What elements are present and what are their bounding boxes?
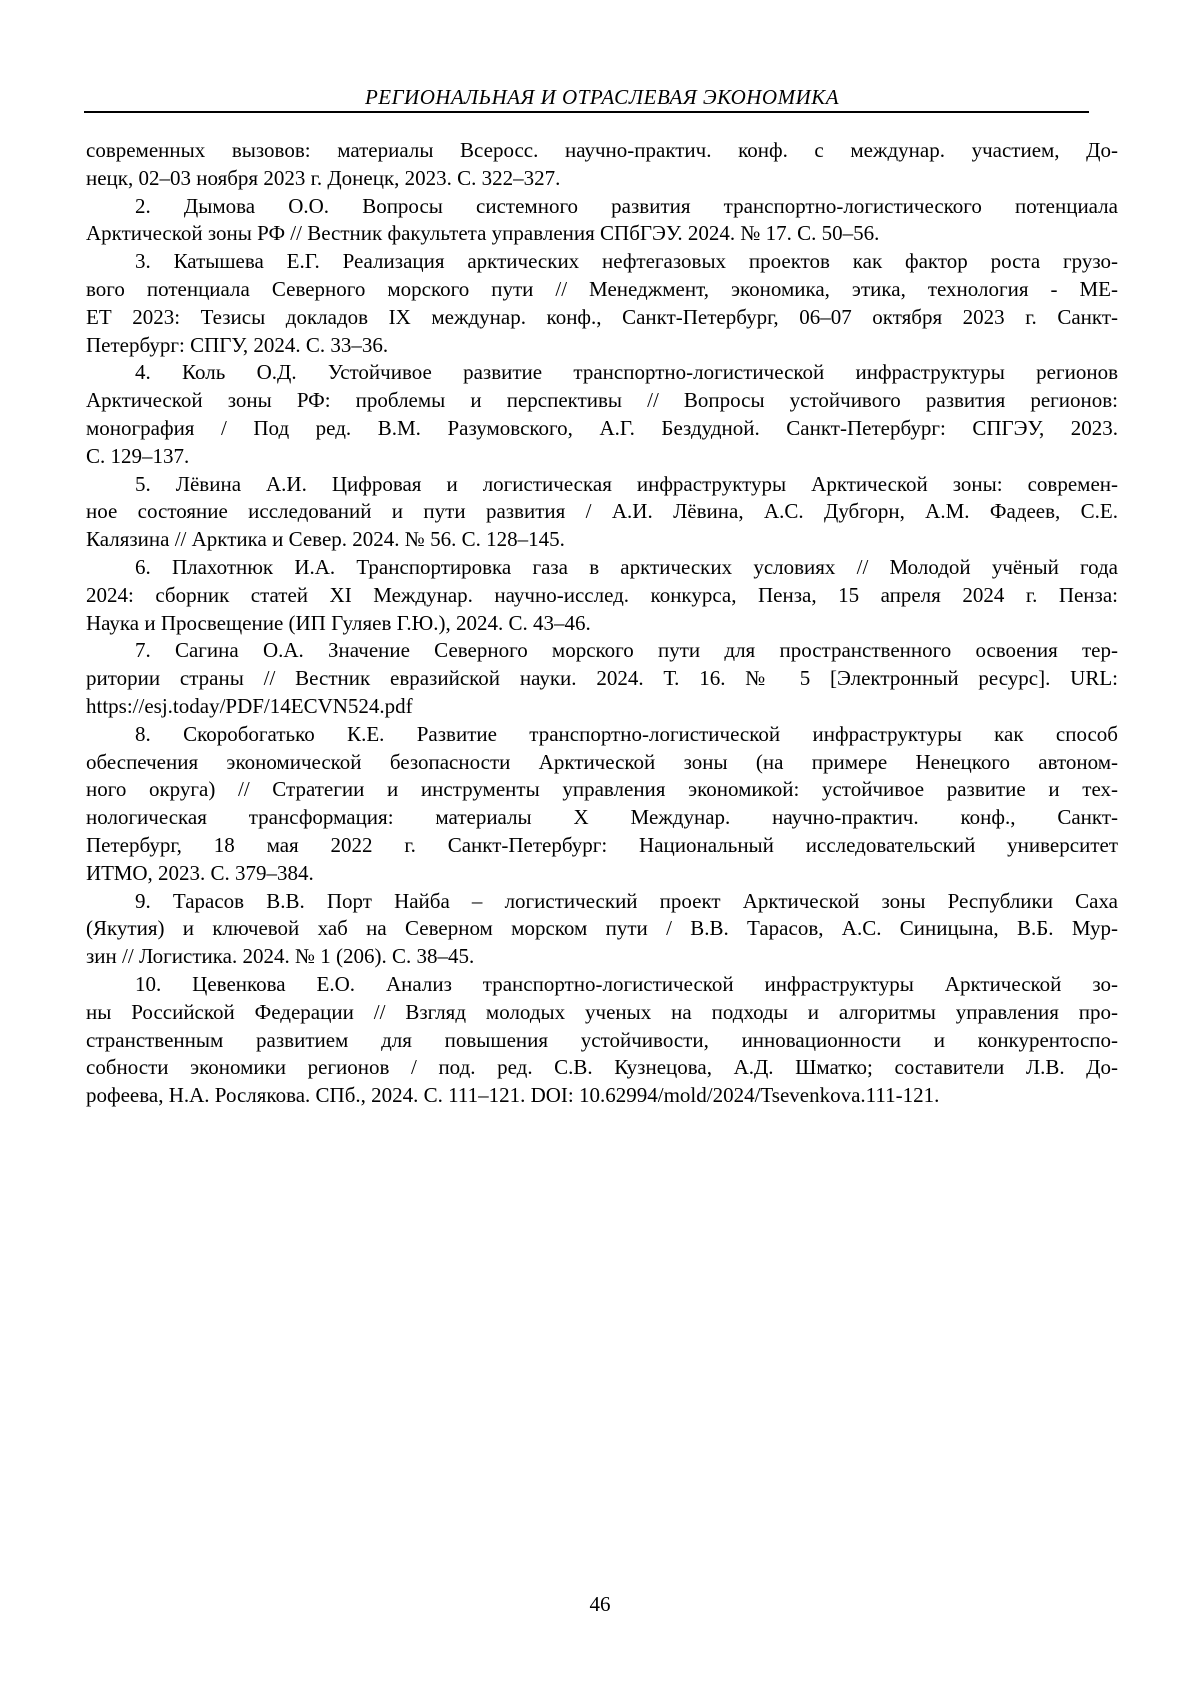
reference-item [86, 248, 1118, 359]
reference-line: ного округа) // Стратегии и инструменты управления экономикой: устойчивое развитие и тех- [86, 777, 1118, 802]
reference-line: Арктической зоны РФ // Вестник факультета управления СПбГЭУ. 2024. № 17. С. 50–56. [86, 221, 880, 246]
references-list [86, 137, 1118, 1110]
reference-line: зин // Логистика. 2024. № 1 (206). С. 38–45. [86, 944, 475, 969]
reference-line: (Якутия) и ключевой хаб на Северном морском пути / В.В. Тарасов, А.С. Синицына, В.Б. Мур- [86, 916, 1118, 941]
reference-line: 9. Тарасов В.В. Порт Найба – логистический проект Арктической зоны Республики Саха [135, 888, 1118, 913]
reference-line: собности экономики регионов / под. ред. С.В. Кузнецова, А.Д. Шматко; составители Л.В. До- [86, 1055, 1118, 1080]
reference-line: Петербург: СПГУ, 2024. С. 33–36. [86, 332, 389, 357]
reference-line: странственным развитием для повышения устойчивости, инновационности и конкурентоспо- [86, 1027, 1118, 1052]
reference-line: Арктической зоны РФ: проблемы и перспективы // Вопросы устойчивого развития регионов: [86, 388, 1118, 413]
reference-line: 8. Скоробогатько К.Е. Развитие транспортно-логистической инфраструктуры как способ [135, 721, 1118, 746]
reference-line: 2. Дымова О.О. Вопросы системного развития транспортно-логистического потенциала [135, 193, 1118, 218]
reference-item [86, 359, 1118, 470]
reference-item [86, 971, 1118, 1110]
reference-line: 2024: сборник статей XI Междунар. научно-исслед. конкурса, Пенза, 15 апреля 2024 г. Пенза: [86, 582, 1118, 607]
reference-line: нецк, 02–03 ноября 2023 г. Донецк, 2023. С. 322–327. [86, 165, 561, 190]
section-header: РЕГИОНАЛЬНАЯ И ОТРАСЛЕВАЯ ЭКОНОМИКА [364, 85, 840, 109]
reference-item [86, 137, 1118, 193]
reference-line: рофеева, Н.А. Рослякова. СПб., 2024. С. 111–121. DOI: 10.62994/mold/2024/Tsevenkova.111-121. [86, 1083, 940, 1108]
reference-line: 10. Цевенкова Е.О. Анализ транспортно-логистической инфраструктуры Арктической зо- [135, 971, 1118, 996]
reference-line: 6. Плахотнюк И.А. Транспортировка газа в арктических условиях // Молодой учёный года [135, 554, 1118, 579]
header-divider-rule [84, 111, 1089, 113]
reference-line: ЕТ 2023: Тезисы докладов IX междунар. конф., Санкт-Петербург, 06–07 октября 2023 г. Санкт- [86, 304, 1118, 329]
reference-line: ное состояние исследований и пути развития / А.И. Лёвина, А.С. Дубгорн, А.М. Фадеев, С.Е. [86, 499, 1118, 524]
reference-line: Наука и Просвещение (ИП Гуляев Г.Ю.), 2024. С. 43–46. [86, 610, 591, 635]
reference-item [86, 554, 1118, 637]
reference-item [86, 471, 1118, 554]
reference-line: 5. Лёвина А.И. Цифровая и логистическая инфраструктуры Арктической зоны: современ- [135, 471, 1118, 496]
reference-line: 4. Коль О.Д. Устойчивое развитие транспортно-логистической инфраструктуры регионов [135, 360, 1118, 385]
reference-line: Калязина // Арктика и Север. 2024. № 56. С. 128–145. [86, 527, 565, 552]
reference-line: вого потенциала Северного морского пути // Менеджмент, экономика, этика, технология - МЕ- [86, 276, 1118, 301]
reference-item [86, 637, 1118, 720]
reference-line: монография / Под ред. В.М. Разумовского, А.Г. Бездудной. Санкт-Петербург: СПГЭУ, 2023. [86, 415, 1118, 440]
reference-item [86, 721, 1118, 888]
reference-line: 7. Сагина О.А. Значение Северного морского пути для пространственного освоения тер- [135, 638, 1118, 663]
page-number: 46 [589, 1592, 611, 1616]
reference-line: https://esj.today/PDF/14ECVN524.pdf [86, 693, 413, 718]
reference-item [86, 193, 1118, 249]
reference-line: современных вызовов: материалы Всеросс. научно-практич. конф. с междунар. участием, До- [86, 138, 1118, 162]
reference-line: Петербург, 18 мая 2022 г. Санкт-Петербург: Национальный исследовательский университет [86, 832, 1118, 857]
reference-line: обеспечения экономической безопасности Арктической зоны (на примере Ненецкого автоном- [86, 749, 1118, 774]
reference-line: 3. Катышева Е.Г. Реализация арктических нефтегазовых проектов как фактор роста грузо- [135, 249, 1118, 274]
reference-line: ритории страны // Вестник евразийской науки. 2024. Т. 16. № 5 [Электронный ресурс]. URL: [86, 666, 1118, 691]
reference-line: ИТМО, 2023. С. 379–384. [86, 860, 314, 885]
reference-item [86, 888, 1118, 971]
reference-line: С. 129–137. [86, 443, 190, 468]
reference-line: ны Российской Федерации // Взгляд молодых ученых на подходы и алгоритмы управления про- [86, 999, 1118, 1024]
reference-line: нологическая трансформация: материалы X Междунар. научно-практич. конф., Санкт- [86, 805, 1118, 830]
